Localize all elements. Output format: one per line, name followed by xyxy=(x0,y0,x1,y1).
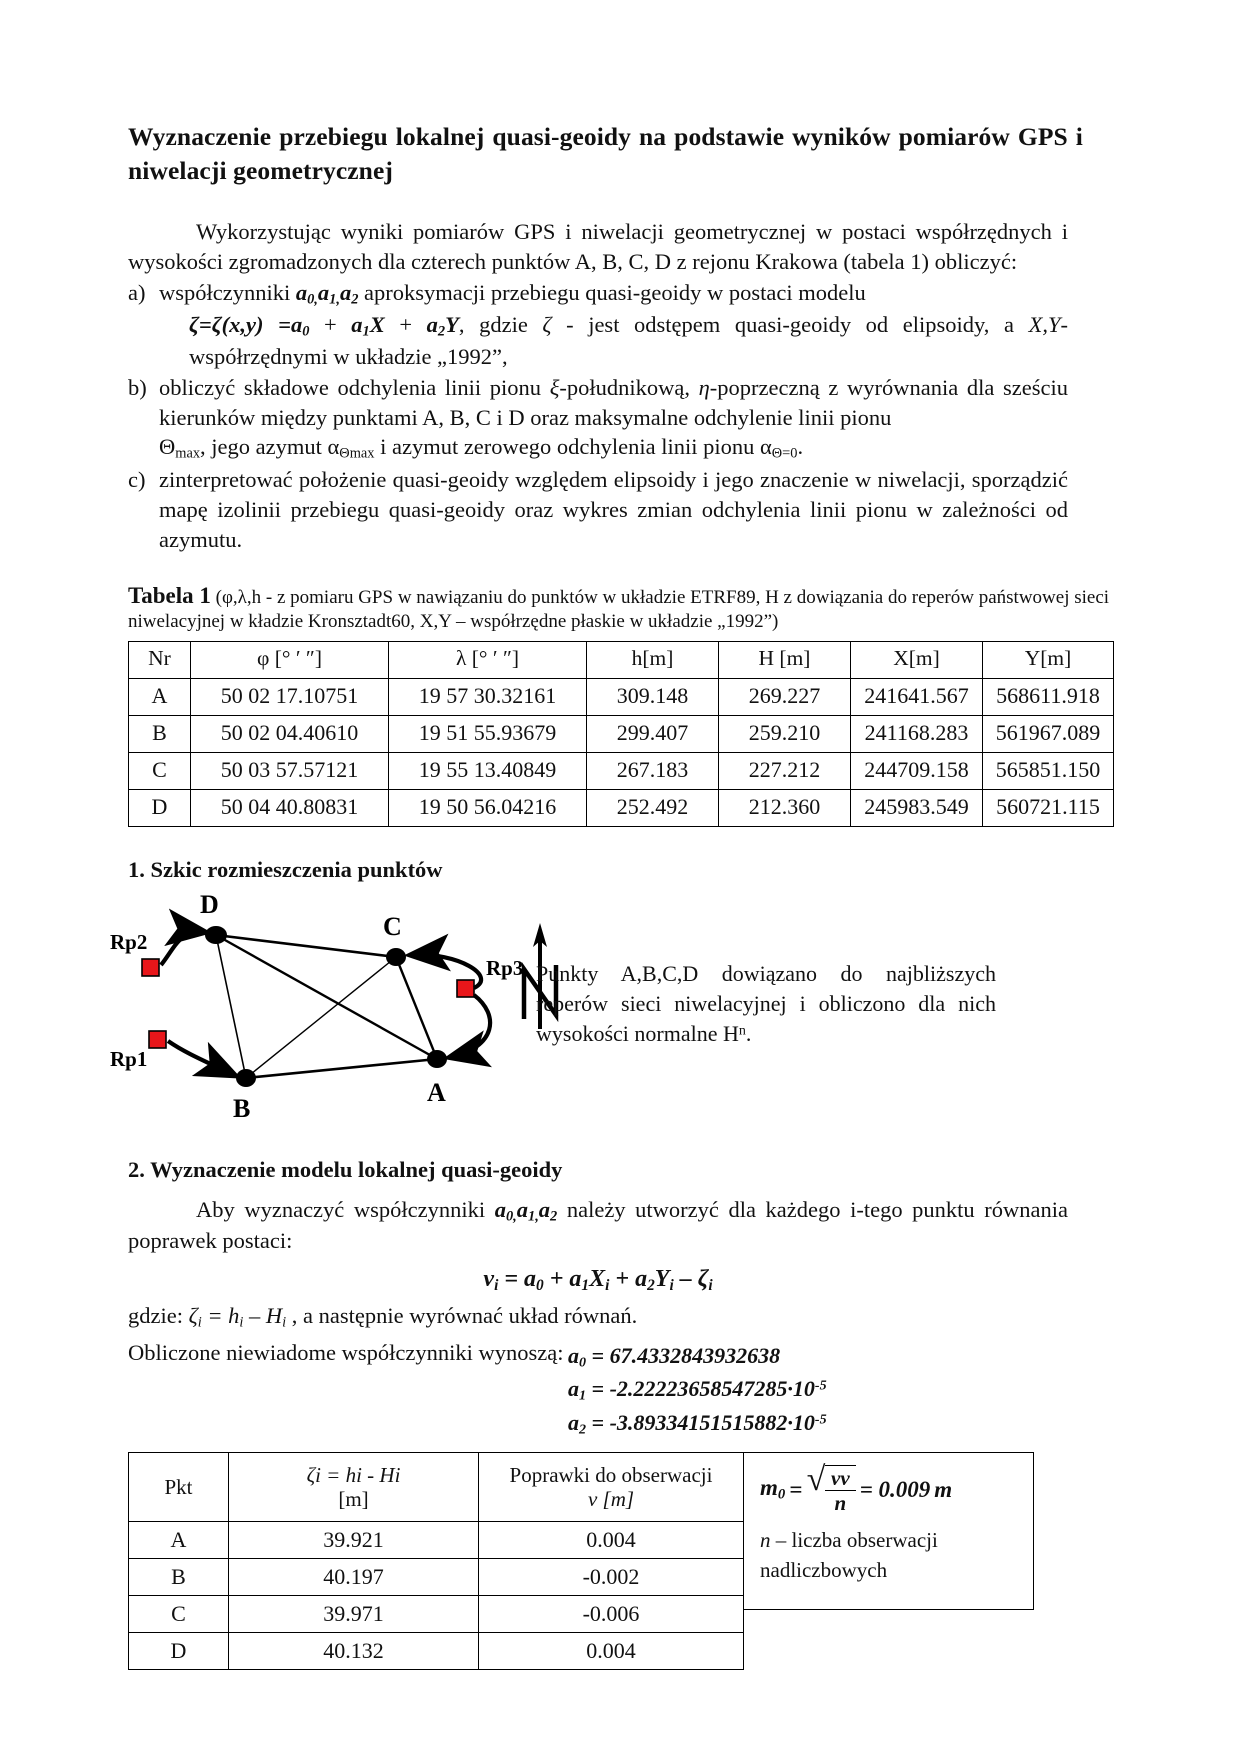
label-benchmark-rp2: Rp2 xyxy=(110,929,148,954)
cell-nr: C xyxy=(129,752,191,789)
m0-note xyxy=(760,1526,1023,1586)
label-point-C: C xyxy=(383,911,402,941)
table1-caption-text: (φ,λ,h - z pomiaru GPS w nawiązaniu do punktów w układzie ETRF89, H z dowiązania do reperów państwowej sieci niwelacyjnej w kładzie Kronsztadt60, X,Y – współrzędne płaskie w układzie „1992”) xyxy=(128,586,1110,633)
list-item xyxy=(128,465,1068,555)
m0-note-line-1: n – liczba obserwacji xyxy=(760,1528,938,1553)
cell-H: 259.210 xyxy=(719,715,851,752)
page-title: Wyznaczenie przebiegu lokalnej quasi-geoidy na podstawie wyników pomiarów GPS i niwelacji geometrycznej xyxy=(128,122,1083,185)
cell-zeta: 40.132 xyxy=(229,1633,479,1670)
coefficient-a2: $a_2 = -3.89334151515882\cdot 10^{-5}$ xyxy=(568,1409,827,1438)
cell-zeta: 39.971 xyxy=(229,1596,479,1633)
list-item xyxy=(128,278,1068,371)
coefficients-block xyxy=(128,1340,1128,1441)
page-content xyxy=(110,120,1128,1670)
s2-post: należy utworzyć dla każdego i-tego punktu równania poprawek postaci: xyxy=(128,1196,1068,1254)
col-header-v xyxy=(479,1453,744,1522)
table-row xyxy=(129,1633,744,1670)
cell-zeta: 40.197 xyxy=(229,1559,479,1596)
label-benchmark-rp1: Rp1 xyxy=(110,1046,148,1071)
table-header-row xyxy=(129,1453,744,1522)
list-item-body xyxy=(159,278,1068,371)
col-header-phi: φ [° ′ ″] xyxy=(191,641,389,678)
cell-v: -0.006 xyxy=(479,1596,744,1633)
list-item-body: obliczyć składowe odchylenia linii pionu ξ-południkową, η-poprzeczną z wyrównania dla sześciu kierunków między punktami A, B, C i D oraz maksymalne odchylenie linii pionu $\Theta_{max}$, jego azymut $\alpha_{\Theta max}$ i azymut zerowego odchylenia linii pionu $\alpha_{\Theta=0}$. xyxy=(159,373,1068,465)
coefficients-values xyxy=(568,1340,827,1441)
m0-numerator: vv xyxy=(825,1467,856,1491)
cell-X: 245983.549 xyxy=(851,789,983,826)
cell-h: 299.407 xyxy=(587,715,719,752)
cell-zeta: 39.921 xyxy=(229,1522,479,1559)
cell-lambda: 19 51 55.93679 xyxy=(389,715,587,752)
m0-fraction xyxy=(825,1465,856,1514)
m0-formula xyxy=(760,1461,1023,1516)
cell-pkt: B xyxy=(129,1559,229,1596)
list-a-formula-line: $\zeta=\zeta(x,y) =a_0 + a_1X + a_2Y$, gdzie ζ - jest odstępem quasi-geoidy od elipsoidy, a X,Y- współrzędnymi w układzie „1992”, xyxy=(189,311,1068,369)
col-header-nr: Nr xyxy=(129,641,191,678)
col-header-zeta xyxy=(229,1453,479,1522)
cell-H: 269.227 xyxy=(719,678,851,715)
cell-phi: 50 03 57.57121 xyxy=(191,752,389,789)
list-b-second-line: $\Theta_{max}$, jego azymut $\alpha_{\Theta max}$ i azymut zerowego odchylenia linii pionu $\alpha_{\Theta=0}$. xyxy=(159,434,804,463)
list-a-pre: współczynniki xyxy=(159,280,296,306)
label-point-D: D xyxy=(200,889,219,919)
cell-nr: A xyxy=(129,678,191,715)
table-coordinates xyxy=(128,641,1114,827)
m0-unit: m xyxy=(934,1476,953,1502)
cell-Y: 560721.115 xyxy=(983,789,1114,826)
col-header-v-main: Poprawki do obserwacji xyxy=(509,1462,713,1487)
col-header-zeta-main: ζi = hi - Hi xyxy=(306,1462,401,1487)
correction-equation: $v_i = a_0 + a_1X_i + a_2Y_i - \zeta_i$ xyxy=(483,1266,713,1295)
col-header-lambda: λ [° ′ ″] xyxy=(389,641,587,678)
cell-phi: 50 02 04.40610 xyxy=(191,715,389,752)
table1-label: Tabela 1 xyxy=(128,582,211,608)
coefficients-intro: Obliczone niewiadome współczynniki wynoszą: xyxy=(128,1339,564,1365)
label-point-B: B xyxy=(233,1093,251,1123)
benchmark-square-rp1 xyxy=(149,1031,166,1048)
label-point-A: A xyxy=(427,1077,446,1107)
point-marker-C xyxy=(386,948,406,966)
benchmark-square-rp2 xyxy=(142,959,159,976)
cell-pkt: C xyxy=(129,1596,229,1633)
list-marker: a) xyxy=(128,280,146,306)
benchmark-square-rp3 xyxy=(457,980,474,997)
gdzie-line: gdzie: $\zeta_i = h_i - H_i$ , a następnie wyrównać układ równań. xyxy=(128,1303,638,1331)
m0-result: = 0.009 xyxy=(859,1476,931,1502)
cell-pkt: A xyxy=(129,1522,229,1559)
table-corrections xyxy=(128,1452,744,1670)
col-header-zeta-unit: [m] xyxy=(338,1487,369,1512)
cell-X: 241641.567 xyxy=(851,678,983,715)
m0-note-line-2: nadliczbowych xyxy=(760,1558,888,1583)
cell-h: 309.148 xyxy=(587,678,719,715)
section-1-heading: 1. Szkic rozmieszczenia punktów xyxy=(128,856,443,882)
cell-phi: 50 02 17.10751 xyxy=(191,678,389,715)
cell-nr: B xyxy=(129,715,191,752)
table-row xyxy=(129,678,1114,715)
list-a-symbols: $a_{0,}a_{1,}a_2$ xyxy=(295,280,359,308)
sqrt-icon: √ $\frac{vv}{n}$ xyxy=(806,1465,855,1514)
list-marker: c) xyxy=(128,467,146,493)
section-2-heading: 2. Wyznaczenie modelu lokalnej quasi-geoidy xyxy=(128,1156,563,1182)
cell-lambda: 19 57 30.32161 xyxy=(389,678,587,715)
point-marker-D xyxy=(205,926,227,944)
cell-Y: 568611.918 xyxy=(983,678,1114,715)
cell-Y: 565851.150 xyxy=(983,752,1114,789)
point-marker-A xyxy=(427,1050,447,1068)
coefficient-a1: $a_1 = -2.22223658547285\cdot 10^{-5}$ xyxy=(568,1376,827,1404)
col-header-Y: Y[m] xyxy=(983,641,1114,678)
cell-v: 0.004 xyxy=(479,1522,744,1559)
col-header-X: X[m] xyxy=(851,641,983,678)
label-benchmark-rp3: Rp3 xyxy=(486,955,524,980)
table-row xyxy=(129,715,1114,752)
cell-h: 252.492 xyxy=(587,789,719,826)
m0-side-box xyxy=(744,1452,1034,1610)
cell-lambda: 19 50 56.04216 xyxy=(389,789,587,826)
list-item xyxy=(128,373,1068,465)
s2-symbols: $a_{0,}a_{1,}a_2$ xyxy=(494,1196,558,1225)
cell-phi: 50 04 40.80831 xyxy=(191,789,389,826)
cell-H: 212.360 xyxy=(719,789,851,826)
table-row xyxy=(129,1596,744,1633)
col-header-pkt: Pkt xyxy=(129,1453,229,1522)
task-list xyxy=(128,278,1068,555)
list-a-post: aproksymacji przebiegu quasi-geoidy w postaci modelu xyxy=(358,280,866,306)
cell-X: 244709.158 xyxy=(851,752,983,789)
benchmark-markers xyxy=(142,959,474,1048)
section-2-paragraph xyxy=(128,1195,1068,1257)
table-row xyxy=(129,752,1114,789)
cell-H: 227.212 xyxy=(719,752,851,789)
table-row xyxy=(129,1522,744,1559)
table-row xyxy=(129,789,1114,826)
cell-lambda: 19 55 13.40849 xyxy=(389,752,587,789)
cell-h: 267.183 xyxy=(587,752,719,789)
m0-denominator: n xyxy=(834,1491,847,1516)
col-header-v-unit: v [m] xyxy=(587,1487,635,1512)
list-item-body: zinterpretować położenie quasi-geoidy względem elipsoidy i jego znaczenie w niwelacji, sporządzić mapę izolinii przebiegu quasi-geoidy oraz wykres zmian odchylenia linii pionu w zależności od azymutu. xyxy=(159,467,1068,553)
intro-paragraph: Wykorzystując wyniki pomiarów GPS i niwelacji geometrycznej w postaci współrzędnych i wysokości zgromadzonych dla czterech punktów A, B, C, D z rejonu Krakowa (tabela 1) obliczyć: xyxy=(128,219,1068,275)
col-header-h: h[m] xyxy=(587,641,719,678)
cell-pkt: D xyxy=(129,1633,229,1670)
table-row xyxy=(129,1559,744,1596)
list-marker: b) xyxy=(128,374,147,400)
point-marker-B xyxy=(236,1069,256,1087)
m0-equals: = xyxy=(789,1476,803,1502)
coefficient-a0: $a_0 = 67.4332843932638$ xyxy=(568,1342,781,1371)
sketch-note: Punkty A,B,C,D dowiązano do najbliższych reperów sieci niwelacyjnej i obliczono dla nich wysokości normalne $H^n$. xyxy=(536,960,996,1046)
table-header-row xyxy=(129,641,1114,678)
cell-v: 0.004 xyxy=(479,1633,744,1670)
results-block xyxy=(128,1452,1113,1670)
points-sketch xyxy=(110,889,1113,1127)
cell-Y: 561967.089 xyxy=(983,715,1114,752)
cell-nr: D xyxy=(129,789,191,826)
m0-label: $m_0$ xyxy=(760,1475,786,1504)
table1-caption xyxy=(128,581,1113,635)
col-header-H: H [m] xyxy=(719,641,851,678)
cell-v: -0.002 xyxy=(479,1559,744,1596)
s2-pre: Aby wyznaczyć współczynniki xyxy=(196,1196,495,1222)
cell-X: 241168.283 xyxy=(851,715,983,752)
